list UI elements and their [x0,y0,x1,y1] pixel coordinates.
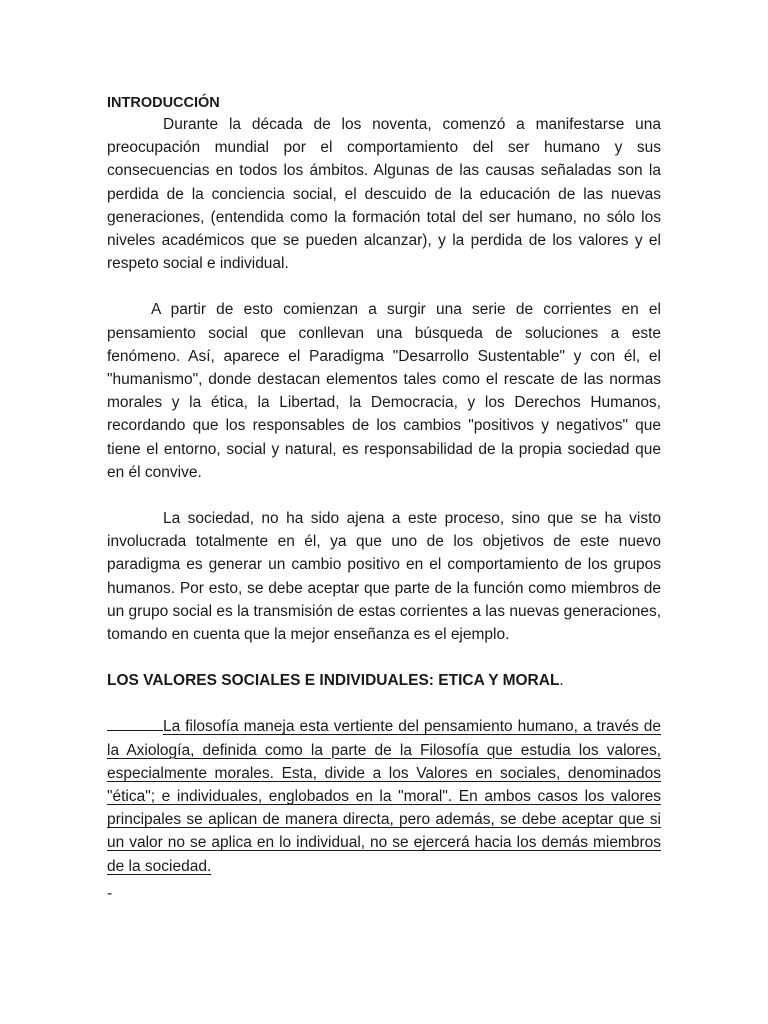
document-page [107,93,661,917]
paragraph-gap [107,484,661,507]
intro-paragraph-3: La sociedad, no ha sido ajena a este proceso, sino que se ha visto involucrada totalmente en él, ya que uno de los objetivos de este nuevo paradigma es generar un cambio positivo en el comportamiento de los grupos humanos. Por esto, se debe aceptar que parte de la función como miembros de un grupo social es la transmisión de estas corrientes a las nuevas generaciones, tomando en cuenta que la mejor enseñanza es el ejemplo. [107,510,662,644]
trailing-dash: - [107,884,113,902]
section-heading-text: LOS VALORES SOCIALES E INDIVIDUALES: ETICA Y MORAL [107,672,560,690]
paragraph-gap [107,692,661,715]
section-heading-period: . [559,672,564,690]
intro-heading: INTRODUCCIÓN [107,95,220,111]
paragraph-gap [107,275,661,298]
section-heading-valores [107,669,661,692]
section-paragraph-1 [107,715,661,877]
intro-paragraph-2: A partir de esto comienzan a surgir una serie de corrientes en el pensamiento social que conllevan una búsqueda de soluciones a este fenómeno. Así, aparece el Paradigma "Desarrollo Sustentable" y con él, el "humanismo", donde destacan elementos tales como el rescate de las normas morales y la ética, la Libertad, la Democracia, y los Derechos Humanos, recordando que los responsables de los cambios "positivos y negativos" que tiene el entorno, social y natural, es responsabilidad de la propia sociedad que en él convive. [107,301,661,481]
section-paragraph-1-text: La filosofía maneja esta vertiente del pensamiento humano, a través de la Axiología, definida como la parte de la Filosofía que estudia los valores, especialmente morales. Esta, divide a los Valores en sociales, denominados "ética"; e individuales, englobados en la "moral". En ambos casos los valores principales se aplican de manera directa, pero además, se debe aceptar que si un valor no se aplica en lo individual, no se ejercerá hacia los demás miembros de la sociedad. [107,718,661,875]
paragraph-gap [107,646,661,669]
underline-indent [107,715,163,731]
intro-paragraph-1: Durante la década de los noventa, comenzó a manifestarse una preocupación mundial por el comportamiento del ser humano y sus consecuencias en todos los ámbitos. Algunas de las causas señaladas son la perdida de la conciencia social, el descuido de la educación de las nuevas generaciones, (entendida como la formación total del ser humano, no sólo los niveles académicos que se pueden alcanzar), y la perdida de los valores y el respeto social e individual. [107,116,661,273]
